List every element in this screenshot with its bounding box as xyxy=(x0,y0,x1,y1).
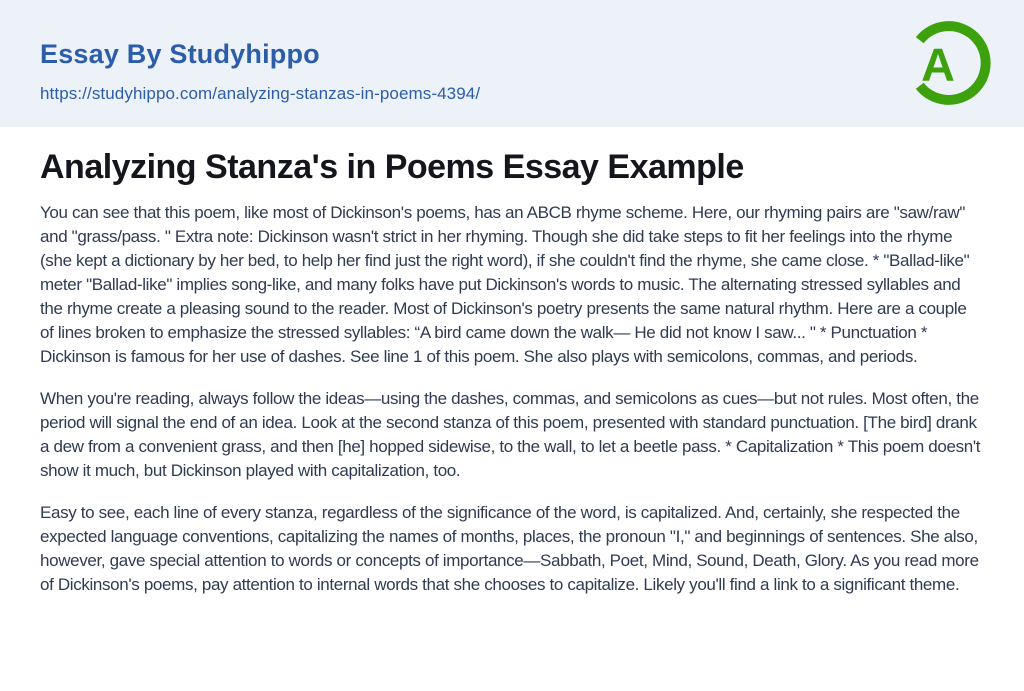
essay-paragraph-1: You can see that this poem, like most of Dickinson's poems, has an ABCB rhyme scheme. Here, our rhyming pairs are "saw/raw" and "grass/pass. " Extra note: Dickinson wasn't strict in her rhyming. Though she did take steps to fit her feelings into the rhyme (she kept a dictionary by her bed, to help her find just the right word), if she couldn't find the rhyme, she came close. * "Ballad-like" meter "Ballad-like" implies song-like, and many folks have put Dickinson's words to music. The alternating stressed syllables and the rhyme create a pleasing sound to the reader. Most of Dickinson's poetry presents the same natural rhythm. Here are a couple of lines broken to emphasize the stressed syllables: “A bird came down the walk— He did not know I saw... " * Punctuation * Dickinson is famous for her use of dashes. See line 1 of this poem. She also plays with semicolons, commas, and periods. xyxy=(40,203,970,367)
essay-paragraph-3: Easy to see, each line of every stanza, regardless of the significance of the word, is capitalized. And, certainly, she respected the expected language conventions, capitalizing the names of months, places, the pronoun "I," and beginnings of sentences. She also, however, gave special attention to words or concepts of importance—Sabbath, Poet, Mind, Sound, Death, Glory. As you read more of Dickinson's poems, pay attention to internal words that she chooses to capitalize. Likely you'll find a link to a significant theme. xyxy=(40,503,979,595)
studyhippo-logo-icon xyxy=(902,18,992,108)
essay-article xyxy=(0,127,1024,597)
essay-title: Analyzing Stanza's in Poems Essay Example xyxy=(40,148,744,186)
essay-paragraph-2: When you're reading, always follow the ideas—using the dashes, commas, and semicolons as cues—but not rules. Most often, the period will signal the end of an idea. Look at the second stanza of this poem, presented with standard punctuation. [The bird] drank a dew from a convenient grass, and then [he] hopped sidewise, to the wall, to let a beetle pass. * Capitalization * This poem doesn't show it much, but Dickinson played with capitalization, too. xyxy=(40,389,981,481)
source-url-link[interactable]: https://studyhippo.com/analyzing-stanzas-in-poems-4394/ xyxy=(40,83,481,103)
page-header xyxy=(0,0,1024,127)
site-title: Essay By Studyhippo xyxy=(40,39,320,69)
logo-letter: A xyxy=(921,38,955,91)
